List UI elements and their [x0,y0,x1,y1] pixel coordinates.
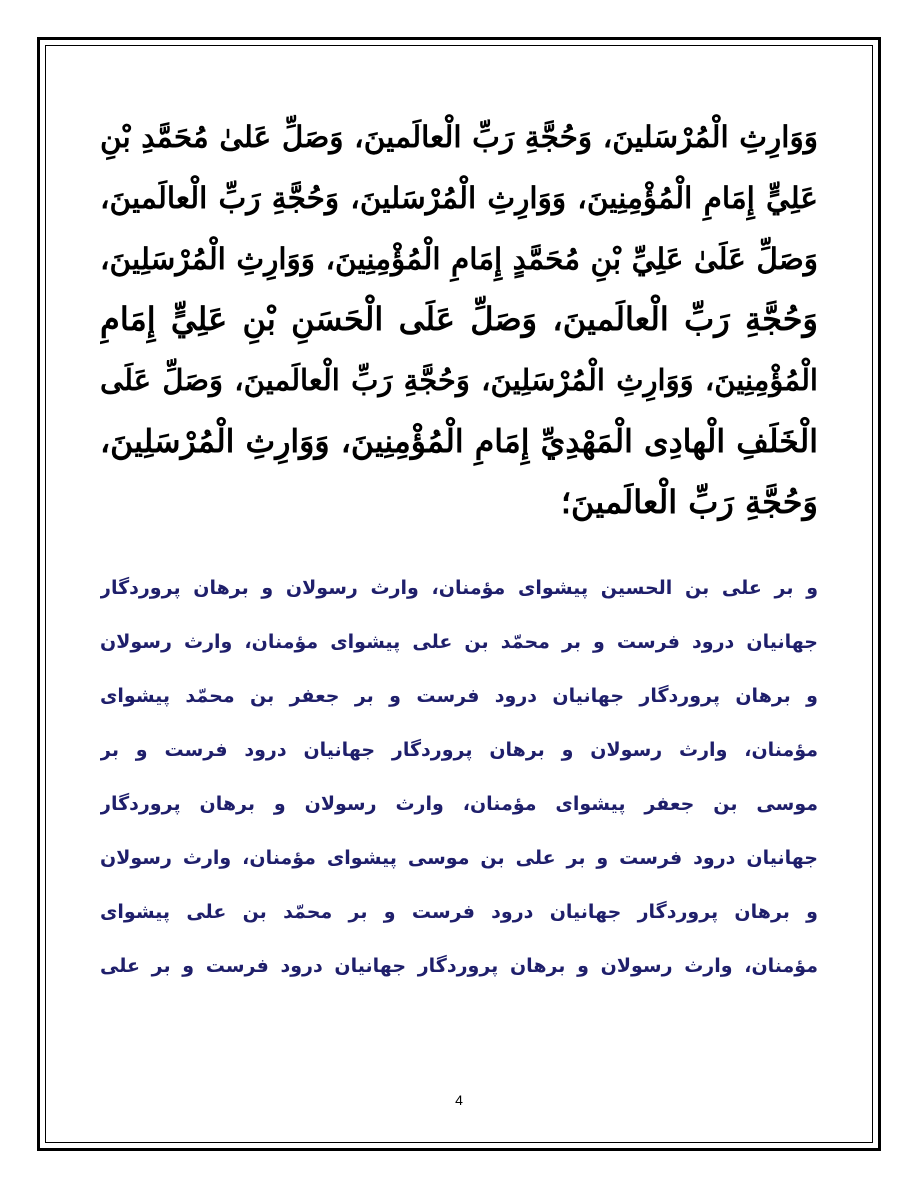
arabic-line: عَلِيٍّ إِمَامِ الْمُؤْمِنِينَ، وَوَارِثِ الْمُرْسَلينَ، وَحُجَّةِ رَبِّ الْعالَمينَ، [100,180,818,215]
page-number: 4 [455,1092,463,1108]
arabic-line: وَحُجَّةِ رَبِّ الْعالَمينَ، وَصَلِّ عَلَى الْحَسَنِ بْنِ عَلِيٍّ إِمَامِ [100,300,818,338]
persian-translation-block [100,561,818,993]
persian-line: مؤمنان، وارث رسولان و برهان پروردگار جهانیان درود فرست و بر [100,739,818,761]
persian-line: مؤمنان، وارث رسولان و برهان پروردگار جهانیان درود فرست و بر علی [100,955,818,977]
arabic-text-block [100,106,818,533]
arabic-line: الْمُؤْمِنِينَ، وَوَارِثِ الْمُرْسَلِينَ، وَحُجَّةِ رَبِّ الْعالَمينَ، وَصَلِّ عَلَى [100,363,818,397]
arabic-line: وَوَارِثِ الْمُرْسَلينَ، وَحُجَّةِ رَبِّ الْعالَمينَ، وَصَلِّ عَلىٰ مُحَمَّدِ بْنِ [100,119,818,154]
persian-line: و برهان پروردگار جهانیان درود فرست و بر جعفر بن محمّد پیشوای [100,685,818,707]
arabic-line: وَحُجَّةِ رَبِّ الْعالَمينَ؛ [560,483,818,521]
persian-line: جهانیان درود فرست و بر محمّد بن علی پیشوای مؤمنان، وارث رسولان [100,631,818,653]
page-content [100,106,818,993]
section-gap [100,533,818,561]
arabic-line: الْخَلَفِ الْهادِى الْمَهْدِيِّ إِمَامِ الْمُؤْمِنِينَ، وَوَارِثِ الْمُرْسَلِينَ، [100,423,818,460]
persian-line: جهانیان درود فرست و بر علی بن موسی پیشوای مؤمنان، وارث رسولان [100,847,818,869]
persian-line: و برهان پروردگار جهانیان درود فرست و بر محمّد بن علی پیشوای [100,901,818,923]
arabic-line: وَصَلِّ عَلَىٰ عَلِيِّ بْنِ مُحَمَّدٍ إِمَامِ الْمُؤْمِنِينَ، وَوَارِثِ الْمُرْسَلِينَ، [100,241,818,276]
persian-line: و بر علی بن الحسین پیشوای مؤمنان، وارث رسولان و برهان پروردگار [100,577,818,599]
persian-line: موسی بن جعفر پیشوای مؤمنان، وارث رسولان و برهان پروردگار [100,793,818,815]
